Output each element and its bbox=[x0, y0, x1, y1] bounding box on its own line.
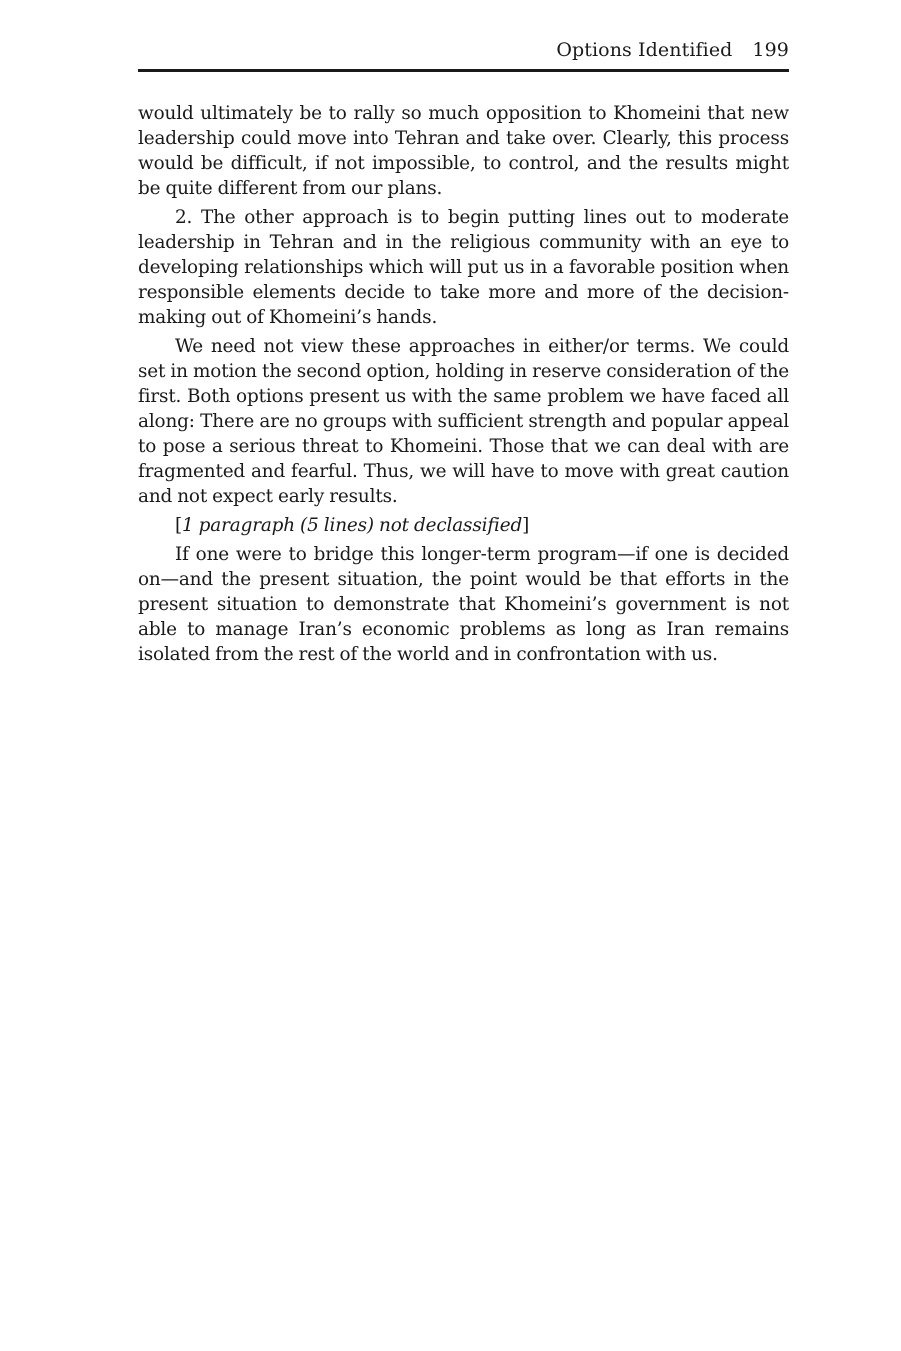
paragraph-approach-two: 2. The other approach is to begin putting lines out to moderate leadership in Tehran and in the religious community with an eye to developing relationships which will put us in a favorable position when responsible elements decide to take more and more of the decision-making out of Khomeini’s hands. bbox=[138, 207, 789, 328]
paragraph-either-or: We need not view these approaches in either/or terms. We could set in motion the second option, holding in reserve consideration of the first. Both options present us with the same problem we have faced all along: There are no groups with sufficient strength and popular appeal to pose a serious threat to Khomeini. Those that we can deal with are fragmented and fearful. Thus, we will have to move with great caution and not expect early results. bbox=[138, 336, 789, 507]
note-open-bracket: [ bbox=[175, 515, 183, 536]
page-number: 199 bbox=[752, 39, 789, 61]
note-text: 1 paragraph (5 lines) not declassified bbox=[182, 515, 523, 536]
declassification-note bbox=[138, 513, 789, 538]
note-close-bracket: ] bbox=[522, 515, 530, 536]
header-rule bbox=[138, 69, 789, 72]
paragraph-continued: would ultimately be to rally so much opposition to Khomeini that new leadership could move into Tehran and take over. Clearly, this process would be difficult, if not impossible, to control, and the results might be quite different from our plans. bbox=[138, 103, 789, 199]
paragraph-bridge-program: If one were to bridge this longer-term program—if one is decided on—and the present situation, the point would be that efforts in the present situation to demonstrate that Khomeini’s government is not able to manage Iran’s economic problems as long as Iran remains isolated from the rest of the world and in confrontation with us. bbox=[138, 544, 789, 665]
running-head bbox=[556, 38, 789, 62]
running-title: Options Identified bbox=[556, 39, 733, 61]
body-text bbox=[138, 101, 789, 671]
